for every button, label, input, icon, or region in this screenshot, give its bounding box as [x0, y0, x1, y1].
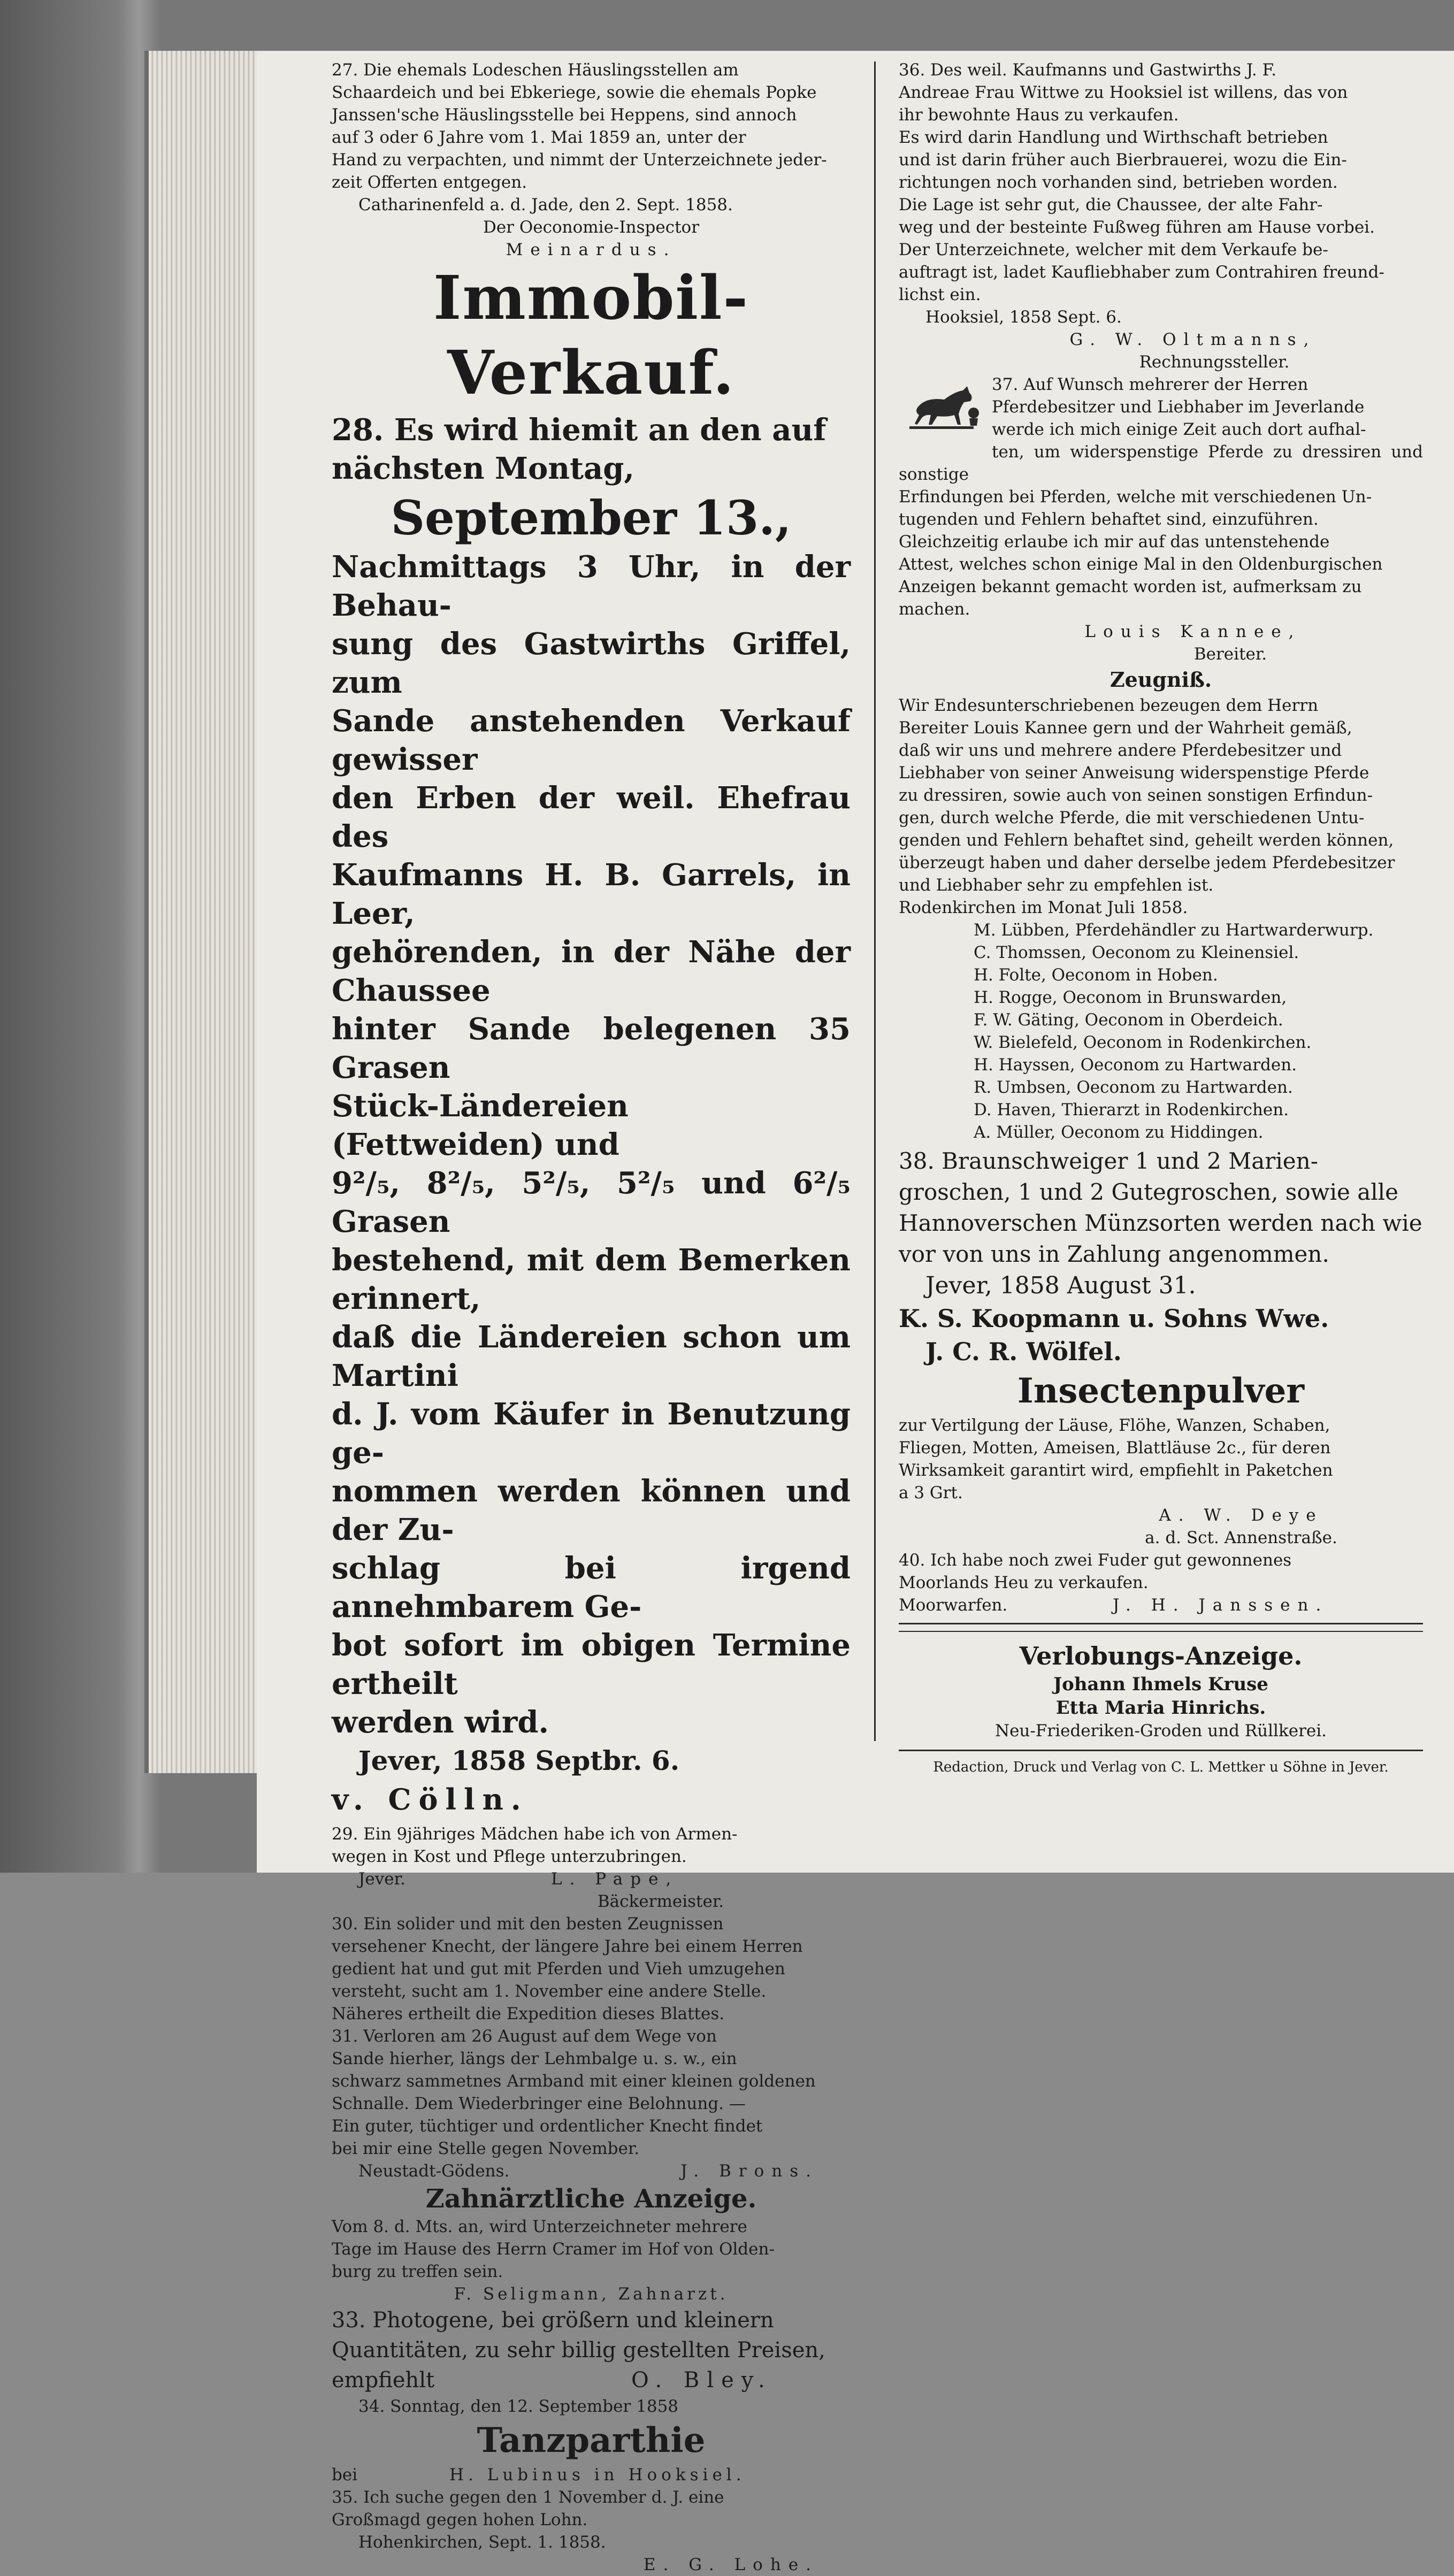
text-line: daß wir uns und mehrere andere Pferdebesitzer und	[899, 741, 1342, 760]
text-line: Sande anstehenden Verkauf gewisser	[332, 703, 851, 777]
text-line: Schnalle. Dem Wiederbringer eine Belohnung. —	[332, 2094, 746, 2113]
text-line: Ein guter, tüchtiger und ordentlicher Knecht findet	[332, 2117, 763, 2136]
ad34-signature	[332, 2464, 851, 2486]
ad27-text	[332, 59, 851, 194]
signer-line: H. Hayssen, Oeconom zu Hartwarden.	[974, 1055, 1297, 1075]
text-line: Liebhaber von seiner Anweisung widerspenstige Pferde	[899, 763, 1369, 783]
ad29-name: L. Pape,	[551, 1869, 679, 1889]
ad31-place: Neustadt-Gödens.	[358, 2161, 510, 2181]
text-line: Moorlands Heu zu verkaufen.	[899, 1573, 1149, 1592]
divider-rule-thin	[899, 1631, 1423, 1632]
ad33-lead: empfiehlt	[332, 2368, 435, 2393]
ad36-place: Hooksiel, 1858 Sept. 6.	[925, 308, 1122, 327]
text-line: Rodenkirchen im Monat Juli 1858.	[899, 898, 1188, 917]
verlobung-names	[899, 1673, 1423, 1720]
text-line: a 3 Grt.	[899, 1483, 963, 1502]
ad33-name: O. Bley.	[631, 2368, 772, 2393]
text-line: Vom 8. d. Mts. an, wird Unterzeichneter mehrere	[332, 2217, 747, 2236]
ad27-signer-name: Meinardus.	[506, 240, 677, 259]
text-line: Anzeigen bekannt gemacht worden ist, aufmerksam zu	[899, 577, 1362, 596]
right-column	[899, 59, 1423, 1777]
text-line: 27. Die ehemals Lodeschen Häuslingsstellen am	[332, 60, 739, 80]
text-line: werde ich mich einige Zeit auch dort aufhal-	[992, 420, 1366, 439]
signer-line: W. Bielefeld, Oeconom in Rodenkirchen.	[974, 1033, 1312, 1052]
ad28-place: Jever, 1858 Septbr. 6.	[358, 1745, 680, 1776]
ad29-place: Jever.	[358, 1869, 405, 1889]
signer-line: M. Lübben, Pferdehändler zu Hartwarderwurp.	[974, 921, 1374, 940]
signer-line: R. Umbsen, Oeconom zu Hartwarden.	[974, 1078, 1293, 1097]
insectenpulver-address: a. d. Sct. Annenstraße.	[1145, 1528, 1337, 1547]
zeugnis-text	[899, 694, 1423, 919]
ad-31	[332, 2025, 851, 2182]
divider-rule	[899, 1623, 1423, 1624]
ad28-lead: 28. Es wird hiemit an den auf	[332, 412, 827, 448]
text-line: 30. Ein solider und mit den besten Zeugnissen	[332, 1914, 724, 1934]
text-line: versteht, sucht am 1. November eine andere Stelle.	[332, 1982, 767, 2001]
text-line: und ist darin früher auch Bierbrauerei, wozu die Ein-	[899, 150, 1347, 170]
ad-29	[332, 1823, 851, 1913]
ad31-signature	[332, 2160, 851, 2182]
name-line: Johann Ihmels Kruse	[1053, 1674, 1268, 1695]
text-line: schlag bei irgend annehmbarem Ge-	[332, 1551, 851, 1624]
text-line: 40. Ich habe noch zwei Fuder gut gewonnenes	[899, 1551, 1292, 1570]
text-line: Die Lage ist sehr gut, die Chaussee, der alte Fahr-	[899, 195, 1323, 214]
text-line: Fliegen, Motten, Ameisen, Blattläuse 2c., für deren	[899, 1438, 1331, 1458]
text-line: ten, um widerspenstige Pferde zu dressiren und sonstige	[899, 442, 1423, 484]
ad38-place: Jever, 1858 August 31.	[925, 1272, 1196, 1299]
text-line: nommen werden können und der Zu-	[332, 1474, 851, 1547]
ad-33	[332, 2305, 851, 2395]
insectenpulver-signer: A. W. Deye	[1159, 1506, 1323, 1525]
text-line: bei mir eine Stelle gegen November.	[332, 2139, 640, 2158]
text-line: sung des Gastwirths Griffel, zum	[332, 626, 851, 700]
signer-line: C. Thomssen, Oeconom zu Kleinensiel.	[974, 943, 1299, 962]
ad28-date: September 13.,	[391, 490, 792, 546]
ad-40	[899, 1549, 1423, 1594]
insectenpulver-text	[899, 1414, 1423, 1504]
name-line: Etta Maria Hinrichs.	[1055, 1697, 1266, 1719]
signer-line: H. Rogge, Oeconom in Brunswarden,	[974, 988, 1287, 1007]
text-line: schwarz sammetnes Armband mit einer kleinen goldenen	[332, 2072, 816, 2091]
ad-27	[332, 59, 851, 261]
text-line: Näheres ertheilt die Expedition dieses Blattes.	[332, 2004, 725, 2023]
insectenpulver-heading: Insectenpulver	[1017, 1371, 1305, 1411]
text-line: Gleichzeitig erlaube ich mir auf das untenstehende	[899, 532, 1330, 551]
ad27-signer-title: Der Oeconomie-Inspector	[483, 218, 700, 237]
text-line: hinter Sande belegenen 35 Grasen	[332, 1011, 851, 1085]
ad35-place: Hohenkirchen, Sept. 1. 1858.	[358, 2533, 606, 2552]
text-line: richtungen noch vorhanden sind, betrieben worden.	[899, 173, 1338, 192]
tanzparthie-heading: Tanzparthie	[477, 2420, 706, 2460]
text-line: auftragt ist, ladet Kaufliebhaber zum Contrahiren freund-	[899, 263, 1384, 282]
text-line: Kaufmanns H. B. Garrels, in Leer,	[332, 857, 851, 931]
text-line: tugenden und Fehlern behaftet sind, einzuführen.	[899, 510, 1319, 529]
text-line: Hand zu verpachten, und nimmt der Unterzeichnete jeder-	[332, 150, 827, 170]
text-line: Hannoverschen Münzsorten werden nach wie	[899, 1210, 1422, 1236]
ad36-title: Rechnungssteller.	[1139, 352, 1290, 372]
text-line: bestehend, mit dem Bemerken erinnert,	[332, 1243, 851, 1316]
text-line: d. J. vom Käufer in Benutzung ge-	[332, 1397, 851, 1470]
verlobung-heading: Verlobungs-Anzeige.	[1019, 1642, 1303, 1670]
imprint: Redaction, Druck und Verlag von C. L. Mettker u Söhne in Jever.	[933, 1759, 1389, 1775]
text-line: Wir Endesunterschriebenen bezeugen dem Herrn	[899, 696, 1319, 715]
ad29-text	[332, 1823, 851, 1868]
text-line: Sande hierher, längs der Lehmbalge u. s. w., ein	[332, 2049, 737, 2068]
ad27-place: Catharinenfeld a. d. Jade, den 2. Sept. 1858.	[358, 195, 733, 214]
zahnaerztliche-heading: Zahnärztliche Anzeige.	[425, 2184, 757, 2214]
ad34-name: H. Lubinus in Hooksiel.	[449, 2465, 746, 2485]
ad28-signer: v. Cölln.	[332, 1782, 529, 1816]
ad38-firm-1: K. S. Koopmann u. Sohns Wwe.	[899, 1304, 1329, 1333]
text-line: Stück-Ländereien (Fettweiden) und	[332, 1088, 629, 1162]
signer-line: F. W. Gäting, Oeconom in Oberdeich.	[974, 1010, 1283, 1030]
text-line: Attest, welches schon einige Mal in den Oldenburgischen	[899, 555, 1383, 574]
text-line: groschen, 1 und 2 Gutegroschen, sowie alle	[899, 1179, 1398, 1205]
text-line: genden und Fehlern behaftet sind, geheilt werden können,	[899, 831, 1394, 850]
ad33-signature	[332, 2365, 851, 2395]
ad-36	[899, 59, 1423, 306]
ad38-firm-2: J. C. R. Wölfel.	[925, 1337, 1122, 1366]
text-line: 29. Ein 9jähriges Mädchen habe ich von Armen-	[332, 1824, 738, 1844]
text-line: gedient hat und gut mit Pferden und Vieh umzugehen	[332, 1959, 785, 1979]
text-line: zeit Offerten entgegen.	[332, 173, 527, 192]
ad34-bei: bei	[332, 2465, 358, 2485]
text-line: bot sofort im obigen Termine ertheilt	[332, 1628, 851, 1701]
signer-line: A. Müller, Oeconom zu Hiddingen.	[974, 1123, 1264, 1142]
text-line: 38. Braunschweiger 1 und 2 Marien-	[899, 1148, 1318, 1174]
text-line: ihr bewohnte Haus zu verkaufen.	[899, 105, 1179, 125]
ad28-body	[332, 548, 851, 1742]
text-line: Bereiter Louis Kannee gern und der Wahrheit gemäß,	[899, 718, 1352, 738]
zeugnis-signers	[899, 919, 1423, 1144]
text-line: burg zu treffen sein.	[332, 2262, 503, 2281]
ad28-lead-2: nächsten Montag,	[332, 451, 634, 486]
ad34-date-line: 34. Sonntag, den 12. September 1858	[358, 2397, 679, 2416]
text-line: vor von uns in Zahlung angenommen.	[899, 1241, 1329, 1267]
ad29-title: Bäckermeister.	[597, 1892, 724, 1911]
text-line: und Liebhaber sehr zu empfehlen ist.	[899, 876, 1214, 895]
text-line: zu dressiren, sowie auch von seinen sonstigen Erfindun-	[899, 786, 1373, 805]
text-line: Tage im Hause des Herrn Cramer im Hof von Olden-	[332, 2240, 775, 2259]
immobil-verkauf-heading: Immobil-Verkauf.	[433, 263, 749, 408]
ad-30	[332, 1913, 851, 2025]
text-line: überzeugt haben und daher derselbe jedem Pferdebesitzer	[899, 853, 1395, 872]
text-line: Pferdebesitzer und Liebhaber im Jeverlande	[992, 397, 1365, 417]
text-line: machen.	[899, 600, 970, 619]
text-line: Großmagd gegen hohen Lohn.	[332, 2510, 588, 2529]
text-line: Wirksamkeit garantirt wird, empfiehlt in Paketchen	[899, 1461, 1333, 1480]
ad31-text	[332, 2025, 851, 2160]
text-line: auf 3 oder 6 Jahre vom 1. Mai 1859 an, unter der	[332, 128, 746, 147]
text-line: 33. Photogene, bei größern und kleinern	[332, 2308, 774, 2333]
text-line: daß die Ländereien schon um Martini	[332, 1320, 851, 1393]
ad40-name: J. H. Janssen.	[1113, 1596, 1329, 1615]
signer-line: D. Haven, Thierarzt in Rodenkirchen.	[974, 1100, 1289, 1120]
text-line: Es wird darin Handlung und Wirthschaft betrieben	[899, 128, 1328, 147]
verlobung-place: Neu-Friederiken-Groden und Rüllkerei.	[994, 1721, 1327, 1741]
ad36-signer: G. W. Oltmanns,	[1069, 330, 1317, 349]
ad29-signature	[332, 1868, 851, 1890]
left-column	[332, 59, 851, 2576]
ad-37	[899, 373, 1423, 665]
ad-35	[332, 2486, 851, 2531]
text-line: 31. Verloren am 26 August auf dem Wege von	[332, 2027, 717, 2046]
ad-38	[899, 1146, 1423, 1270]
ad40-signature	[899, 1594, 1423, 1616]
column-divider	[874, 62, 876, 1741]
footer-rule	[899, 1750, 1423, 1751]
text-line: gen, durch welche Pferde, die mit verschiedenen Untu-	[899, 808, 1365, 827]
text-line: 37. Auf Wunsch mehrerer der Herren	[992, 375, 1308, 394]
signer-line: H. Folte, Oeconom in Hoben.	[974, 965, 1218, 985]
text-line: weg und der besteinte Fußweg führen am Hause vorbei.	[899, 218, 1375, 237]
text-line: lichst ein.	[899, 285, 981, 304]
text-line: 35. Ich suche gegen den 1 November d. J. eine	[332, 2488, 724, 2507]
text-line: 36. Des weil. Kaufmanns und Gastwirths J. F.	[899, 60, 1277, 80]
text-line: zur Vertilgung der Läuse, Flöhe, Wanzen, Schaben,	[899, 1416, 1330, 1435]
text-line: Quantitäten, zu sehr billig gestellten Preisen,	[332, 2338, 825, 2363]
text-line: Der Unterzeichnete, welcher mit dem Verkaufe be-	[899, 240, 1328, 259]
text-line: versehener Knecht, der längere Jahre bei einem Herren	[332, 1937, 803, 1956]
text-line: Schaardeich und bei Ebkeriege, sowie die ehemals Popke	[332, 83, 817, 102]
text-line: den Erben der weil. Ehefrau des	[332, 780, 851, 854]
zahnaerztliche-signer: F. Seligmann, Zahnarzt.	[454, 2284, 729, 2304]
ad37-title: Bereiter.	[1193, 645, 1267, 664]
book-page-edges	[144, 51, 266, 1773]
text-line: Nachmittags 3 Uhr, in der Behau-	[332, 549, 851, 623]
ad40-place: Moorwarfen.	[899, 1596, 1008, 1615]
text-line: Erfindungen bei Pferden, welche mit verschiedenen Un-	[899, 487, 1372, 507]
horse-woodcut-icon	[899, 375, 984, 440]
zeugnis-heading: Zeugniß.	[1109, 668, 1212, 692]
zahnaerztliche-text	[332, 2215, 851, 2283]
text-line: wegen in Kost und Pflege unterzubringen.	[332, 1847, 687, 1866]
ad33-text	[332, 2305, 851, 2365]
text-line: 9²/₅, 8²/₅, 5²/₅, 5²/₅ und 6²/₅ Grasen	[332, 1166, 851, 1239]
text-line: werden wird.	[332, 1705, 549, 1740]
ad37-signer: Louis Kannee,	[1084, 622, 1302, 641]
ad31-name: J. Brons.	[680, 2161, 818, 2181]
ad35-signer: E. G. Lohe.	[643, 2555, 818, 2574]
text-line: Andreae Frau Wittwe zu Hooksiel ist willens, das von	[899, 83, 1348, 102]
text-line: Janssen'sche Häuslingsstelle bei Heppens, sind annoch	[332, 105, 797, 125]
text-line: gehörenden, in der Nähe der Chaussee	[332, 934, 851, 1008]
